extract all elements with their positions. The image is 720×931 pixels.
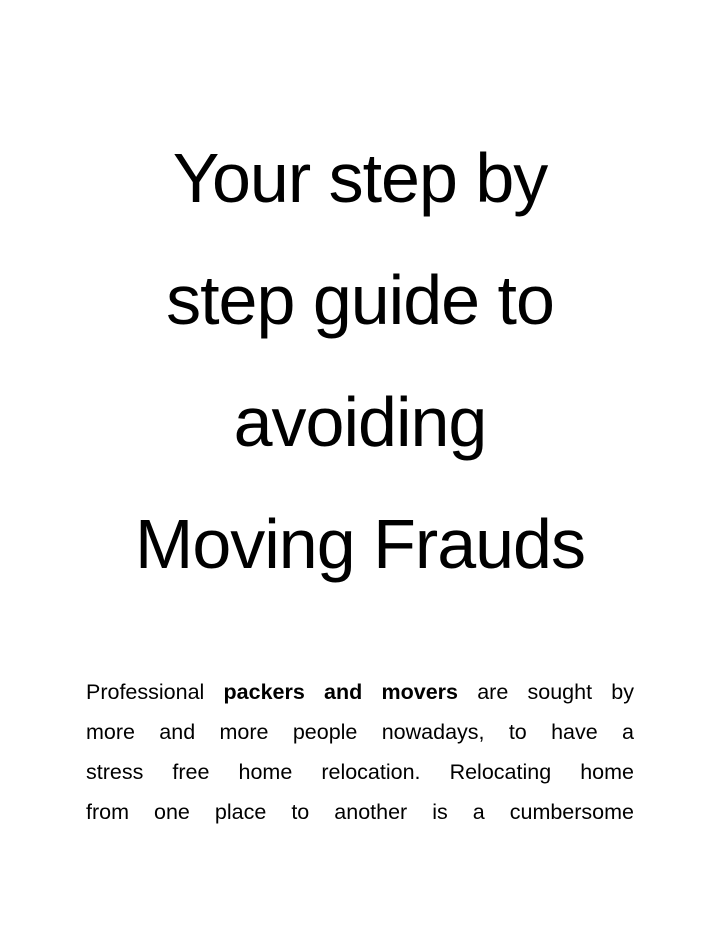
paragraph-line-1-end: are sought by — [458, 680, 634, 704]
document-title — [40, 117, 680, 605]
paragraph-line-3: stress free home relocation. Relocating home — [86, 760, 634, 784]
paragraph-line-2: more and more people nowadays, to have a — [86, 720, 634, 744]
bold-phrase: packers and movers — [223, 680, 458, 704]
body-paragraph — [86, 672, 634, 832]
title-line-3: avoiding — [233, 383, 487, 461]
paragraph-line-4: from one place to another is a cumbersome — [86, 800, 634, 824]
paragraph-line-1-start: Professional — [86, 680, 224, 704]
title-line-2: step guide to — [166, 261, 554, 339]
title-line-1: Your step by — [172, 139, 548, 217]
title-line-4: Moving Frauds — [135, 505, 585, 583]
paragraph-line-1 — [86, 672, 634, 712]
